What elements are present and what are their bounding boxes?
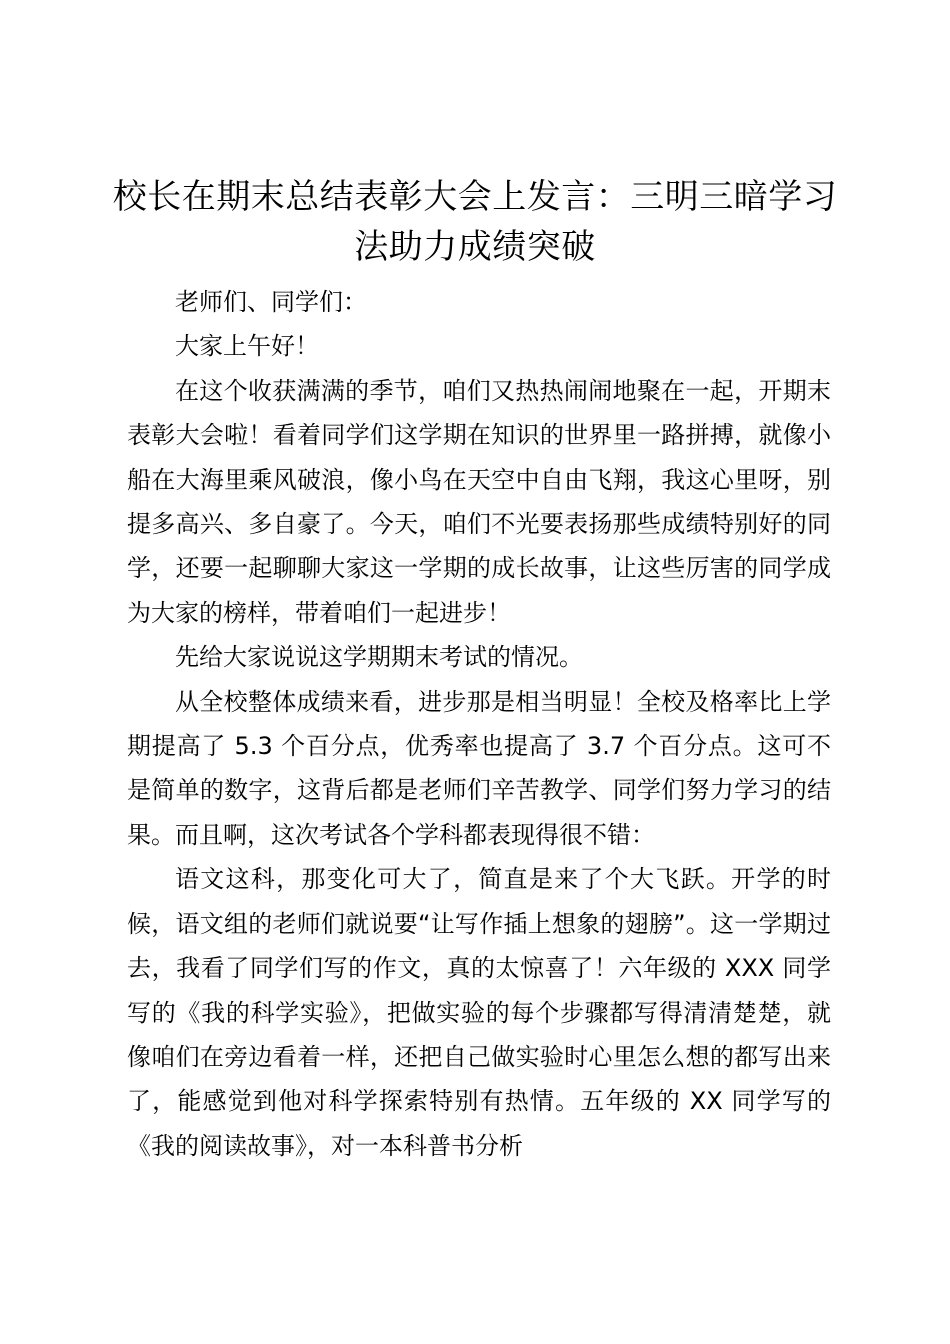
paragraph-greeting: 老师们、同学们： [175, 288, 367, 316]
document-title: 校长在期末总结表彰大会上发言：三明三暗学习法助力成绩突破 [112, 177, 838, 267]
paragraph-opening: 在这个收获满满的季节，咱们又热热闹闹地聚在一起，开期末表彰大会啦！看着同学们这学期在知识的世界里一路拼搏，就像小船在大海里乘风破浪，像小鸟在天空中自由飞翔，我这心里呀，别提多高兴、多自豪了。今天，咱们不光要表扬那些成绩特别好的同学，还要一起聊聊大家这一学期的成长故事，让这些厉害的同学成为大家的榜样，带着咱们一起进步！ [127, 376, 831, 627]
document-body [127, 280, 831, 1168]
paragraph-good-morning: 大家上午好！ [175, 332, 319, 361]
paragraph-overall-results: 从全校整体成绩来看，进步那是相当明显！全校及格率比上学期提高了 5.3 个百分点，优秀率也提高了 3.7 个百分点。这可不是简单的数字，这背后都是老师们辛苦教学、同学们努力学习的结果。而且啊，这次考试各个学科都表现得很不错： [127, 687, 831, 849]
paragraph-exam-intro: 先给大家说说这学期期末考试的情况。 [175, 643, 583, 672]
paragraph-chinese-subject: 语文这科，那变化可大了，简直是来了个大飞跃。开学的时候，语文组的老师们就说要“让写作插上想象的翅膀”。这一学期过去，我看了同学们写的作文，真的太惊喜了！六年级的 XXX 同学写的《我的科学实验》，把做实验的每个步骤都写得清清楚楚，就像咱们在旁边看着一样，还把自己做实验时心里怎么想的都写出来了，能感觉到他对科学探索特别有热情。五年级的 XX 同学写的《我的阅读故事》，对一本科普书分析 [127, 865, 831, 1160]
